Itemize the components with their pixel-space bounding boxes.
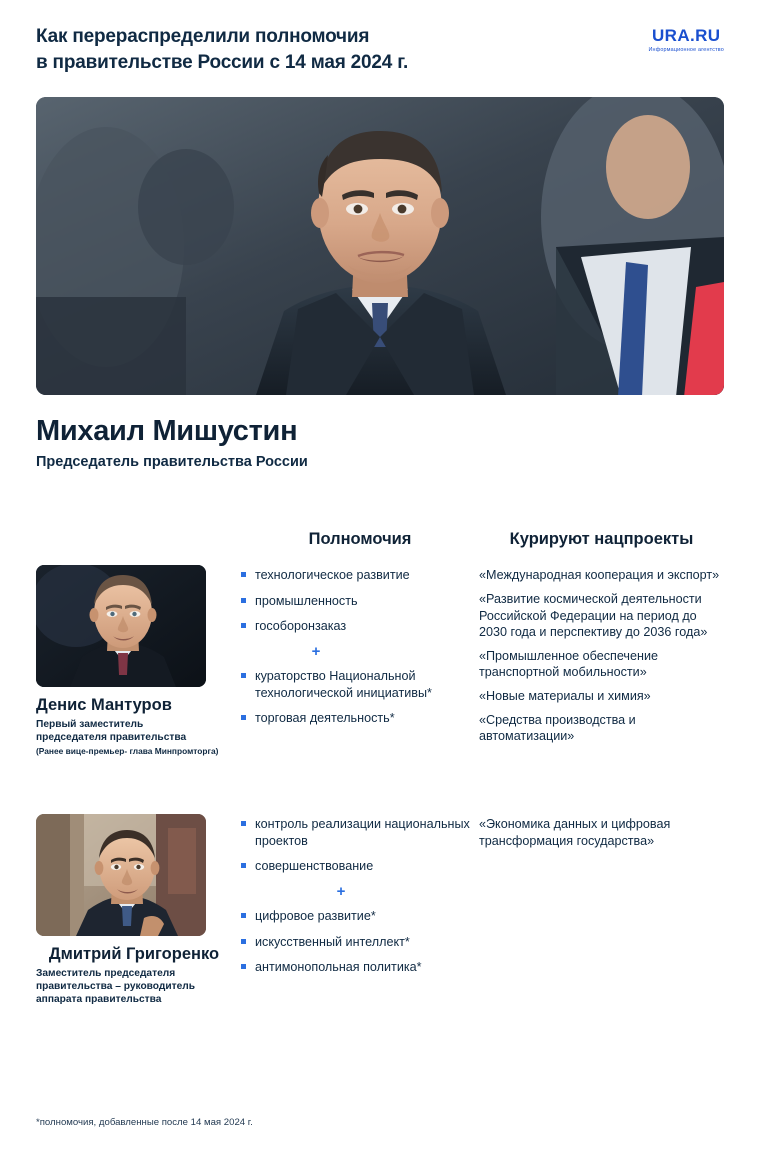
projects-list-grigorenko xyxy=(479,814,724,856)
bullet-icon xyxy=(241,572,246,577)
column-headings xyxy=(0,530,760,549)
bullet-icon xyxy=(241,673,246,678)
power-label: торговая деятельность* xyxy=(255,711,395,726)
logo-tagline: Информационное агентство xyxy=(648,47,724,53)
power-label: контроль реализации национальных проектов xyxy=(255,817,470,848)
footnote: *полномочия, добавленные после 14 мая 2024 г. xyxy=(36,1117,253,1128)
bullet-icon xyxy=(241,964,246,969)
ura-ru-logo[interactable] xyxy=(648,24,724,53)
person-card-grigorenko xyxy=(36,814,241,1008)
power-item xyxy=(241,618,479,634)
power-item xyxy=(241,858,479,874)
person-card-manturov xyxy=(36,565,241,756)
project-item: «Промышленное обеспечение транспортной мобильности» xyxy=(479,648,658,680)
power-label: технологическое развитие xyxy=(255,568,410,583)
project-item: «Новые материалы и химия» xyxy=(479,688,651,703)
plus-separator-icon: + xyxy=(311,643,321,661)
portrait-manturov-illustration xyxy=(36,565,206,687)
person-title: Заместитель председателя правительства – руководитель аппарата правительства xyxy=(36,968,196,1006)
person-name: Денис Мантуров xyxy=(36,696,172,715)
plus-separator-icon: + xyxy=(336,883,346,901)
bullet-icon xyxy=(241,623,246,628)
page-title-line-2: в правительстве России с 14 мая 2024 г. xyxy=(36,51,409,73)
hero-photo-illustration xyxy=(36,97,724,395)
portrait-grigorenko-illustration xyxy=(36,814,206,936)
power-item xyxy=(241,816,479,849)
hero-person-name: Михаил Мишустин xyxy=(36,415,298,448)
person-row xyxy=(0,565,760,756)
power-label: гособоронзаказ xyxy=(255,619,347,633)
power-label: совершенствование xyxy=(255,859,374,874)
person-row xyxy=(0,814,760,1008)
power-item xyxy=(241,567,479,583)
person-title: Первый заместитель председателя правительства xyxy=(36,719,187,744)
bullet-icon xyxy=(241,939,246,944)
powers-list-manturov xyxy=(241,565,479,735)
person-name: Дмитрий Григоренко xyxy=(48,945,220,964)
portrait-grigorenko xyxy=(36,814,206,936)
power-label: цифровое развитие* xyxy=(255,909,376,924)
projects-list-manturov xyxy=(479,565,724,751)
bullet-icon xyxy=(241,821,246,826)
power-item xyxy=(241,908,479,924)
bullet-icon xyxy=(241,913,246,918)
bullet-icon xyxy=(241,715,246,720)
page-title-line-1: Как перераспределили полномочия xyxy=(36,26,370,47)
power-item xyxy=(241,959,479,975)
power-label: кураторство Национальной технологической инициативы* xyxy=(255,669,432,700)
hero-photo-mishustin xyxy=(36,97,724,395)
power-item xyxy=(241,710,479,726)
logo-wordmark: URA.RU xyxy=(651,26,721,45)
project-item: «Экономика данных и цифровая трансформация государства» xyxy=(479,817,671,848)
powers-column-heading: Полномочия xyxy=(308,530,412,549)
project-item: «Средства производства и автоматизации» xyxy=(479,712,636,744)
person-note: (Ранее вице-премьер- глава Минпромторга) xyxy=(36,746,219,757)
project-item: «Международная кооперация и экспорт» xyxy=(479,568,720,583)
heading-spacer xyxy=(36,530,241,549)
powers-list-grigorenko xyxy=(241,814,479,984)
portrait-manturov xyxy=(36,565,206,687)
project-item: «Развитие космической деятельности Российской Федерации на период до 2030 года и перспективу до 2036 года» xyxy=(479,591,708,640)
bullet-icon xyxy=(241,598,246,603)
power-item xyxy=(241,934,479,950)
projects-column-heading: Курируют нацпроекты xyxy=(509,530,694,549)
page-header xyxy=(0,0,760,75)
page-title xyxy=(36,24,408,75)
power-item xyxy=(241,668,479,701)
power-label: промышленность xyxy=(255,593,358,608)
hero-person-role: Председатель правительства России xyxy=(36,454,308,471)
bullet-icon xyxy=(241,863,246,868)
power-item xyxy=(241,593,479,609)
power-label: антимонопольная политика* xyxy=(255,960,422,975)
power-label: искусственный интеллект* xyxy=(255,934,410,949)
